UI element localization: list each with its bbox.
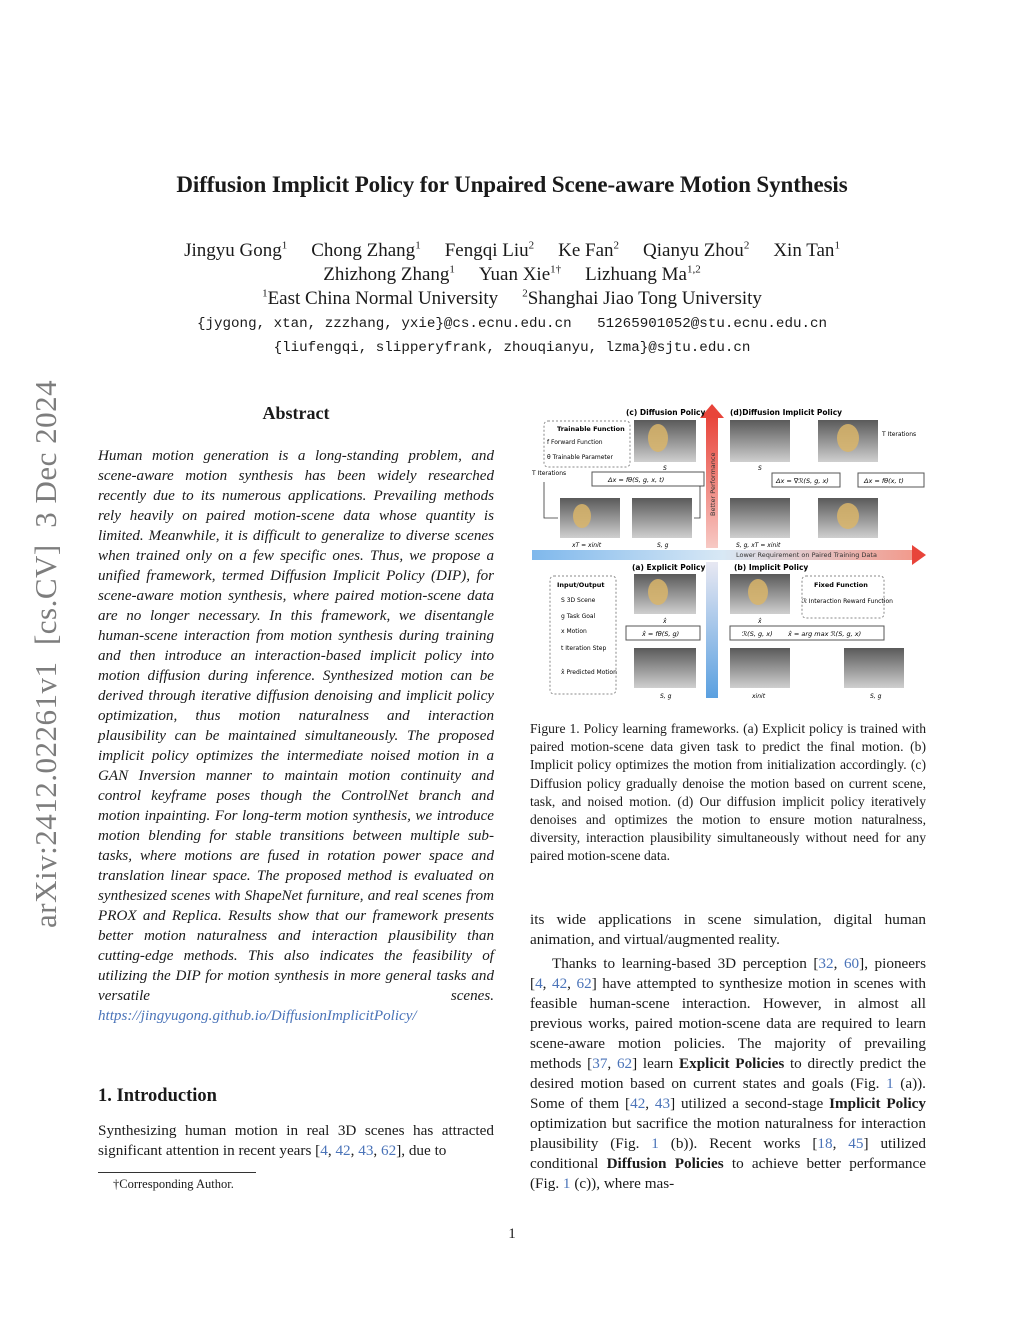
emphasis-term: Implicit Policy: [829, 1095, 926, 1112]
author-affiliation-mark: 1: [281, 240, 288, 252]
flow-arrow: [694, 486, 700, 518]
author-name: Qianyu Zhou$^2$: [643, 240, 750, 262]
citation-link[interactable]: 37: [592, 1055, 608, 1072]
legend-trainable-title: Trainable Function: [557, 425, 625, 433]
affiliation: $^1$East China Normal University: [262, 288, 499, 310]
equation-c: Δx = fθ(S, g, x, t): [608, 476, 665, 484]
label-xt-xinit: xT = xinit: [572, 542, 602, 549]
citation-link[interactable]: 4: [320, 1142, 328, 1159]
legend-io: [550, 576, 616, 694]
citation-link[interactable]: 62: [576, 975, 592, 992]
better-performance-label: Better Performance: [709, 452, 717, 516]
vertical-arrow-lower: [706, 562, 718, 698]
figure-ref-link[interactable]: 1: [562, 1175, 571, 1192]
text-run: to directly predict the desired motion based on current states and goals (Fig.: [530, 1055, 926, 1092]
human-figure: [573, 504, 591, 528]
scene-image: [844, 648, 904, 688]
footnote: †Corresponding Author.: [113, 1177, 234, 1191]
intro-paragraph-right-2: [530, 954, 926, 1194]
author-affiliation-mark: 1,2: [686, 264, 701, 276]
label-xhat: x̂: [663, 618, 667, 625]
label-xhat: x̂: [758, 618, 762, 625]
text-run: ] learn: [632, 1055, 679, 1072]
text-run: ] utilized conditional: [530, 1135, 926, 1172]
abstract-text: Human motion generation is a long-standing problem, and scene-aware motion synthesis has been widely researched recently due to its numerous applications. Prevailing methods rely heavily on paired motion-scene data whose quantity is limited. Meanwhile, it is difficult to generalize to diverse scenes when trained only on a few specific ones. Thus, we propose a unified framework, termed Diffusion Implicit Policy (DIP), for scene-aware motion synthesis, where paired motion-scene data are no longer necessary. In this framework, we disentangle human-scene interaction from motion synthesis during training and then introduce an interaction-based implicit policy into motion diffusion during inference. Synthesized motion can be derived through iterative diffusion denoising and implicit policy optimization, thus motion naturalness and interaction plausibility can be maintained simultaneously. The proposed implicit policy optimizes the intermediate noised motion in a GAN Inversion manner to maintain motion continuity and control keyframe poses though the ControlNet branch and motion inpainting. For long-term motion synthesis, we introduce motion blending for stable transitions between multiple sub-tasks, where motions are fused in rotation power space and translation linear space. The proposed method is evaluated on synthesized scenes with ShapeNet furniture, and real scenes from PROX and Replica. Results show that our framework presents better motion naturalness and interaction plausibility than cutting-edge methods. This also indicates the feasibility of utilizing the DIP for motion synthesis in more general tasks and versatile scenes.: [98, 448, 494, 1004]
citation-link[interactable]: 42: [630, 1095, 646, 1112]
citation-link[interactable]: 18: [817, 1135, 833, 1152]
human-figure: [648, 579, 668, 605]
scene-image: [632, 498, 692, 538]
affiliations: [0, 288, 1024, 310]
legend-trainable-item: θ Trainable Parameter: [547, 454, 613, 461]
citation-link[interactable]: 32: [818, 955, 834, 972]
legend-io-item: t Iteration Step: [561, 645, 607, 652]
text-run: ] utilized a second-stage: [670, 1095, 830, 1112]
legend-io-item: x Motion: [561, 628, 587, 635]
citation-group: 4, 42, 62: [535, 975, 592, 992]
scene-image: [730, 648, 790, 688]
label-sgx: S, g, xT = xinit: [736, 542, 781, 549]
scene-image: [730, 498, 790, 538]
author-affiliation-mark: 1: [834, 240, 840, 252]
author-affiliation-mark: 2: [613, 240, 620, 252]
human-figure: [837, 503, 859, 529]
text-run: optimization but sacrifice the motion naturalness for interaction plausibility (Fig.: [530, 1115, 926, 1152]
figure-ref-link[interactable]: 1: [651, 1135, 659, 1152]
text-run: Thanks to learning-based 3D perception [: [552, 955, 819, 972]
intro-paragraph-left: Synthesizing human motion in real 3D scenes has attracted significant attention in recent years [4, 42, 43, 62], due to: [98, 1122, 494, 1159]
equation-a: x̂ = fθ(S, g): [642, 630, 680, 638]
legend-trainable-item: f Forward Function: [547, 439, 603, 446]
author-name: Jingyu Gong$^1$: [184, 240, 288, 262]
label-s: S: [663, 465, 667, 472]
equation-d2: Δx = fθ(x, t): [864, 477, 904, 485]
text-run: (c)), where mas-: [570, 1175, 675, 1192]
legend-io-title: Input/Output: [557, 581, 605, 589]
citation-group: 42, 43: [630, 1095, 671, 1112]
citation-link[interactable]: 42: [335, 1142, 351, 1159]
author-affiliation-mark: 2: [528, 240, 535, 252]
citation-link[interactable]: 4: [535, 975, 543, 992]
arxiv-identifier: arXiv:2412.02261v1 [cs.CV] 3 Dec 2024: [28, 379, 63, 928]
paper-title: Diffusion Implicit Policy for Unpaired Scene-aware Motion Synthesis: [176, 172, 848, 197]
author-name: Fengqi Liu$^2$: [444, 240, 535, 262]
label-xinit: xinit: [752, 693, 766, 700]
legend-io-item: g Task Goal: [561, 613, 596, 620]
citation-group: 32, 60: [818, 955, 860, 972]
affiliation-mark: 2: [522, 288, 528, 300]
equation-b2: x̂ = arg max ℛ(S, g, x): [788, 630, 862, 638]
abstract-body: [98, 446, 494, 1026]
figure-1-caption: Figure 1. Policy learning frameworks. (a) Explicit policy is trained with paired motion-scene data given task to predict the final motion. (b) Implicit policy optimizes the motion from initialization accordingly. (c) Diffusion policy gradually denoise the motion based on current scene, task, and noised motion. (d) Our diffusion implicit policy iteratively denoises and optimizes the motion to ensure motion naturalness, diversity, interaction plausibility simultaneously without need for any paired motion-scene data.: [530, 721, 926, 864]
label-sg: S, g: [870, 693, 882, 700]
flow-arrow: [544, 482, 558, 518]
affiliation: $^2$Shanghai Jiao Tong University: [522, 288, 762, 310]
panel-c-title: (c) Diffusion Policy: [626, 408, 706, 417]
citation-group: 37, 62: [592, 1055, 633, 1072]
abstract-heading: Abstract: [262, 403, 330, 423]
text-run: ], pioneers [: [530, 955, 926, 992]
figure-ref-link[interactable]: 1: [886, 1075, 894, 1092]
citation-link[interactable]: 60: [843, 955, 860, 972]
lower-requirement-label: Lower Requirement on Paired Training Data: [736, 551, 877, 559]
figure-1-diagram: [530, 404, 926, 704]
emphasis-term: Diffusion Policies: [606, 1155, 724, 1172]
scene-image: [730, 420, 790, 462]
panel-a-title: (a) Explicit Policy: [632, 563, 706, 572]
author-affiliation-mark: 1: [449, 264, 455, 276]
legend-fixed-item: ℛ Interaction Reward Function: [802, 598, 893, 605]
text-run: (a)). Some of them [: [530, 1075, 926, 1112]
iterations-d-label: T Iterations: [882, 431, 917, 438]
human-figure: [837, 424, 859, 452]
citation-link[interactable]: 62: [381, 1142, 397, 1159]
citation-link[interactable]: 45: [848, 1135, 864, 1152]
emphasis-term: Explicit Policies: [678, 1055, 785, 1072]
panel-d-title: (d)Diffusion Implicit Policy: [730, 408, 843, 417]
footnote-rule: [98, 1172, 256, 1173]
page-number: 1: [508, 1226, 516, 1242]
citation-link[interactable]: 43: [654, 1095, 671, 1112]
label-sg: S, g: [657, 542, 669, 549]
authors-line-1: [0, 240, 1024, 262]
text-run: (b)). Recent works [: [658, 1135, 818, 1152]
citation-group: 18, 45: [817, 1135, 864, 1152]
lower-requirement-arrowhead: [912, 545, 926, 565]
citation-link[interactable]: 43: [358, 1142, 374, 1159]
human-figure: [748, 579, 768, 605]
author-name: Ke Fan$^2$: [558, 240, 620, 262]
equation-b1: ℛ(S, g, x): [742, 630, 773, 638]
panel-b-title: (b) Implicit Policy: [734, 563, 809, 572]
citation-link[interactable]: 42: [551, 975, 568, 992]
citation-link[interactable]: 62: [616, 1055, 633, 1072]
iterations-c-label: T Iterations: [532, 470, 567, 477]
intro-paragraph-right-1: its wide applications in scene simulation, digital human animation, and virtual/augmented reality.: [530, 911, 926, 948]
author-affiliation-mark: 1: [415, 240, 421, 252]
legend-io-item: x̂ Predicted Motion: [561, 669, 617, 676]
author-name: Zhizhong Zhang$^1$: [323, 264, 455, 286]
emails-line-1: {jygong, xtan, zzzhang, yxie}@cs.ecnu.edu.cn 51265901052@stu.ecnu.edu.cn: [196, 316, 828, 332]
project-link[interactable]: https://jingyugong.github.io/DiffusionImplicitPolicy/: [98, 1008, 417, 1024]
label-sg: S, g: [660, 693, 672, 700]
authors-line-2: [0, 264, 1024, 286]
author-affiliation-mark: 2: [743, 240, 750, 252]
scene-image: [634, 648, 696, 688]
text-run: ] have attempted to synthesize motion in scenes with feasible human-scene interaction. However, in almost all previous works, paired motion-scene data are required to learn scene-aware motion policies. The majority of prevailing methods [: [530, 975, 927, 1072]
affiliation-mark: 1: [262, 288, 268, 300]
author-affiliation-mark: 1†: [550, 264, 562, 276]
author-name: Lizhuang Ma$^{1,2}$: [585, 264, 701, 286]
author-name: Chong Zhang$^1$: [311, 240, 421, 262]
legend-fixed-title: Fixed Function: [814, 581, 868, 589]
human-figure: [648, 424, 668, 452]
text-run: to achieve better performance (Fig.: [530, 1155, 926, 1192]
author-name: Yuan Xie$^{1\dagger}$: [478, 264, 562, 286]
equation-d1: Δx = ∇ℛ(S, g, x): [776, 477, 829, 485]
author-name: Xin Tan$^1$: [773, 240, 840, 262]
legend-io-item: S 3D Scene: [561, 597, 596, 604]
section-heading-introduction: 1. Introduction: [98, 1086, 217, 1106]
emails-line-2: {liufengqi, slipperyfrank, zhouqianyu, lzma}@sjtu.edu.cn: [273, 340, 751, 356]
label-s: S: [758, 465, 762, 472]
